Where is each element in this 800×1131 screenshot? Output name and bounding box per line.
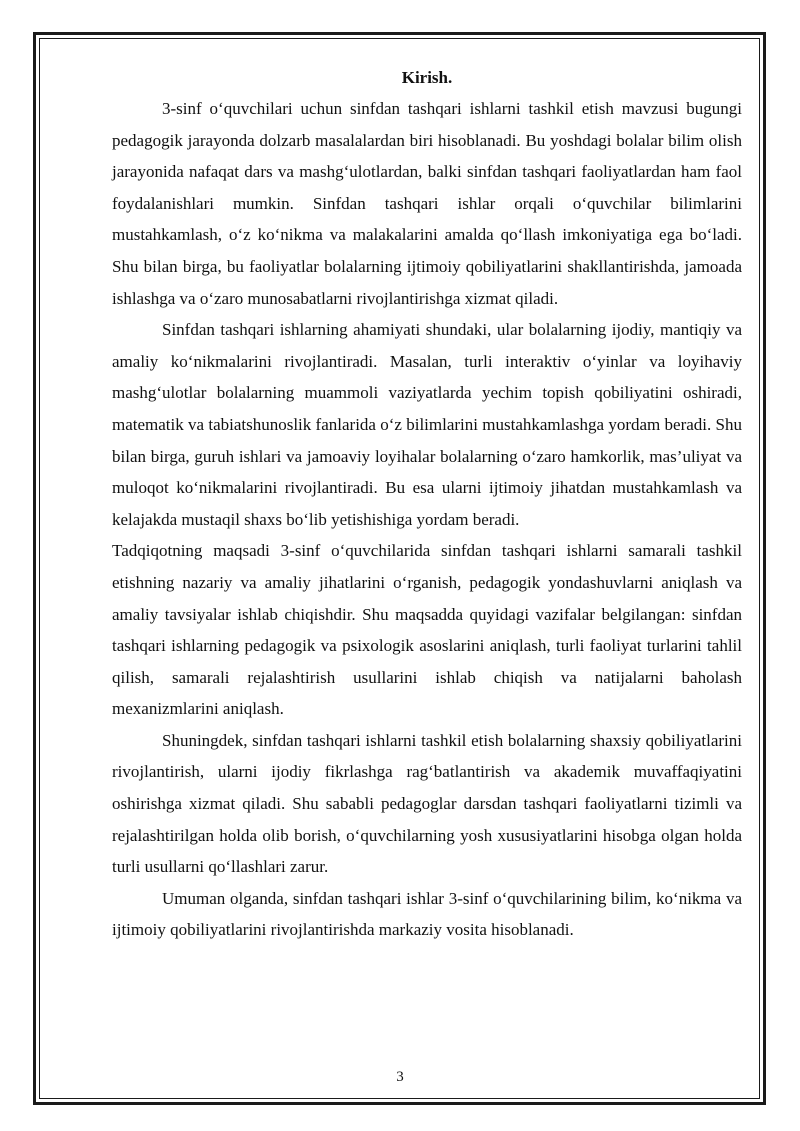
paragraph-importance: Sinfdan tashqari ishlarning ahamiyati shundaki, ular bolalarning ijodiy, mantiqiy va amaliy ko‘nikmalarini rivojlantiradi. Masalan, turli interaktiv o‘yinlar va loyihaviy mashg‘ulotlar bolalarning muammoli vaziyatlarda yechim topish qobiliyatini oshiradi, matematik va tabiatshunoslik fanlarida o‘z bilimlarini mustahkamlashga yordam beradi. Shu bilan birga, guruh ishlari va jamoaviy loyihalar bolalarning o‘zaro hamkorlik, mas’uliyat va muloqot ko‘nikmalarini rivojlantiradi. Bu esa ularni ijtimoiy jihatdan mustahkamlash va kelajakda mustaqil shaxs bo‘lib yetishishiga yordam beradi. xyxy=(112,320,742,529)
paragraph-personal-abilities: Shuningdek, sinfdan tashqari ishlarni tashkil etish bolalarning shaxsiy qobiliyatlarini rivojlantirish, ularni ijodiy fikrlashga rag‘batlantirish va akademik muvaffaqiyatini oshirishga xizmat qiladi. Shu sababli pedagoglar darsdan tashqari faoliyatlarni tizimli va rejalashtirilgan holda olib borish, o‘quvchilarning yosh xususiyatlarini hisobga olgan holda turli usullarni qo‘llashlari zarur. xyxy=(112,730,742,877)
paragraph-introduction: 3-sinf o‘quvchilari uchun sinfdan tashqari ishlarni tashkil etish mavzusi bugungi pedagogik jarayonda dolzarb masalalardan biri hisoblanadi. Bu yoshdagi bolalar bilim olish jarayonida nafaqat dars va mashg‘ulotlardan, balki sinfdan tashqari faoliyatlardan ham faol foydalanishlari mumkin. Sinfdan tashqari ishlar orqali o‘quvchilar bilimlarini mustahkamlash, o‘z ko‘nikma va malakalarini amalda qo‘llash imkoniyatiga ega bo‘ladi. Shu bilan birga, bu faoliyatlar bolalarning ijtimoiy qobiliyatlarini shakllantirishda, jamoada ishlashga va o‘zaro munosabatlarni rivojlantirishga xizmat qiladi. xyxy=(112,99,742,308)
document-body xyxy=(112,63,742,946)
section-heading: Kirish. xyxy=(401,68,453,87)
page-number: 3 xyxy=(396,1069,404,1085)
paragraph-research-goal: Tadqiqotning maqsadi 3-sinf o‘quvchilarida sinfdan tashqari ishlarni samarali tashkil etishning nazariy va amaliy jihatlarini o‘rganish, pedagogik yondashuvlarni aniqlash va amaliy tavsiyalar ishlab chiqishdir. Shu maqsadda quyidagi vazifalar belgilangan: sinfdan tashqari ishlarning pedagogik va psixologik asoslarini aniqlash, turli faoliyat turlarini tahlil qilish, samarali rejalashtirish usullarini ishlab chiqish va natijalarni baholash mexanizmlarini aniqlash. xyxy=(112,541,742,719)
paragraph-conclusion: Umuman olganda, sinfdan tashqari ishlar 3-sinf o‘quvchilarining bilim, ko‘nikma va ijtimoiy qobiliyatlarini rivojlantirishda markaziy vosita hisoblanadi. xyxy=(112,888,742,940)
